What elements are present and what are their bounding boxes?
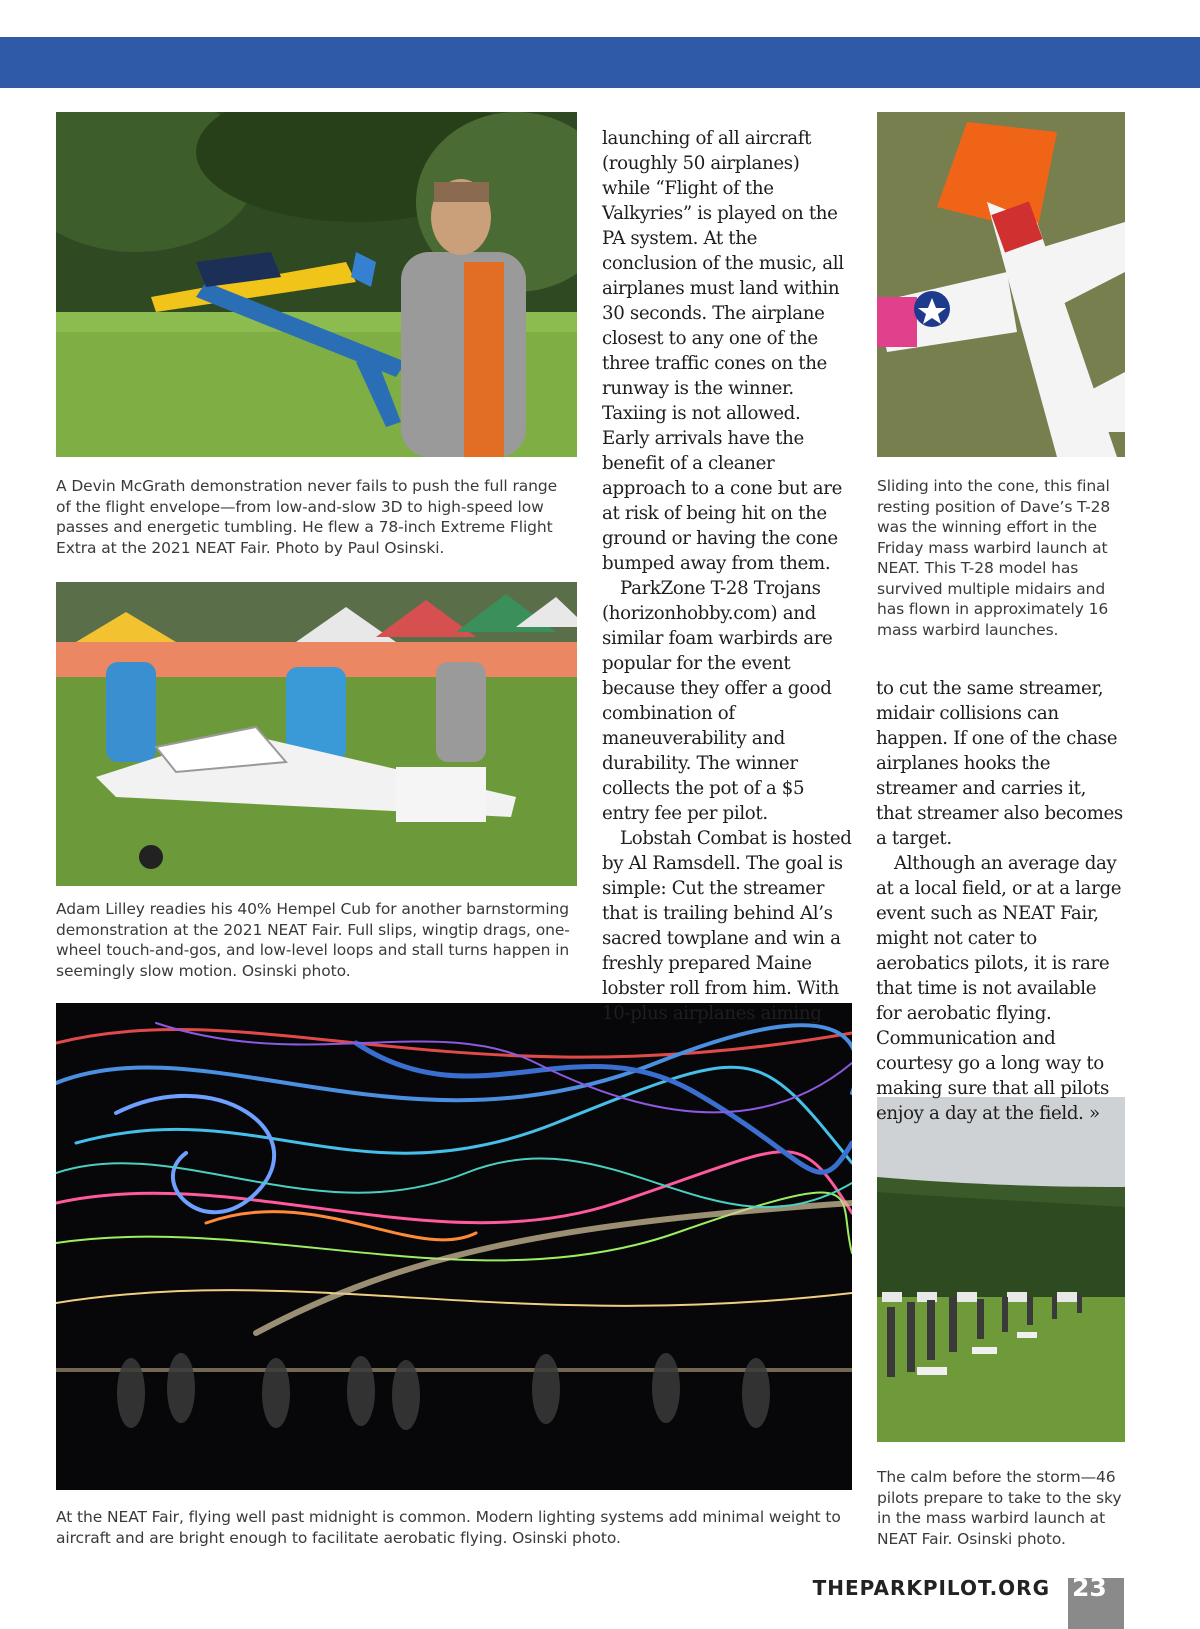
- photo-devin-mcgrath-extra: [56, 112, 577, 457]
- page-number: 23: [1072, 1573, 1107, 1602]
- middle-paragraph-3: Lobstah Combat is hosted by Al Ramsdell. The goal is simple: Cut the streamer that is trailing behind Al’s sacred towplane and win a freshly prepared Maine lobster roll from him. With 10-plus airplanes aiming: [602, 828, 852, 1024]
- middle-paragraph-2: ParkZone T-28 Trojans (horizonhobby.com) and similar foam warbirds are popular for the event because they offer a good combination of maneuverability and durability. The winner collects the pot of a $5 entry fee per pilot.: [602, 578, 833, 824]
- photo-calm-before-storm: [877, 1097, 1125, 1442]
- right-paragraph-1: to cut the same streamer, midair collisions can happen. If one of the chase airplanes hooks the streamer and carries it, that streamer also becomes a target.: [876, 678, 1123, 849]
- caption-adam-lilley: Adam Lilley readies his 40% Hempel Cub for another barnstorming demonstration at the 2021 NEAT Fair. Full slips, wingtip drags, one-wheel touch-and-gos, and low-level loops and stall turns happen in seemingly slow motion. Osinski photo.: [56, 900, 570, 980]
- header-band: [0, 37, 1200, 88]
- caption-t28-cone: Sliding into the cone, this final resting position of Dave’s T-28 was the winning effort in the Friday mass warbird launch at NEAT. This T-28 model has survived multiple midairs and has flown in approximately 16 mass warbird launches.: [877, 477, 1111, 639]
- caption-night-flying: At the NEAT Fair, flying well past midnight is common. Modern lighting systems add minimal weight to aircraft and are bright enough to facilitate aerobatic flying. Osinski photo.: [56, 1508, 841, 1547]
- photo-adam-lilley-cub: [56, 582, 577, 886]
- right-column-text: [876, 676, 1126, 1126]
- middle-paragraph-1: launching of all aircraft (roughly 50 airplanes) while “Flight of the Valkyries” is played on the PA system. At the conclusion of the music, all airplanes must land within 30 seconds. The airplane closest to any one of the three traffic cones on the runway is the winner. Taxiing is not allowed. Early arrivals have the benefit of a cleaner approach to a cone but are at risk of being hit on the ground or having the cone bumped away from them.: [602, 128, 844, 574]
- photo-t28-cone: [877, 112, 1125, 457]
- photo-night-flying: [56, 1003, 852, 1490]
- caption-devin-mcgrath: A Devin McGrath demonstration never fails to push the full range of the flight envelope—from low-and-slow 3D to high-speed low passes and energetic tumbling. He flew a 78-inch Extreme Flight Extra at the 2021 NEAT Fair. Photo by Paul Osinski.: [56, 477, 558, 557]
- caption-calm-before-storm: The calm before the storm—46 pilots prepare to take to the sky in the mass warbird launch at NEAT Fair. Osinski photo.: [877, 1468, 1122, 1548]
- footer-site-url: THEPARKPILOT.ORG: [812, 1576, 1050, 1600]
- right-paragraph-2: Although an average day at a local field, or at a large event such as NEAT Fair, might not cater to aerobatics pilots, it is rare that time is not available for aerobatic flying. Communication and courtesy go a long way to making sure that all pilots enjoy a day at the field. »: [876, 853, 1122, 1124]
- middle-column-text: [602, 126, 852, 1026]
